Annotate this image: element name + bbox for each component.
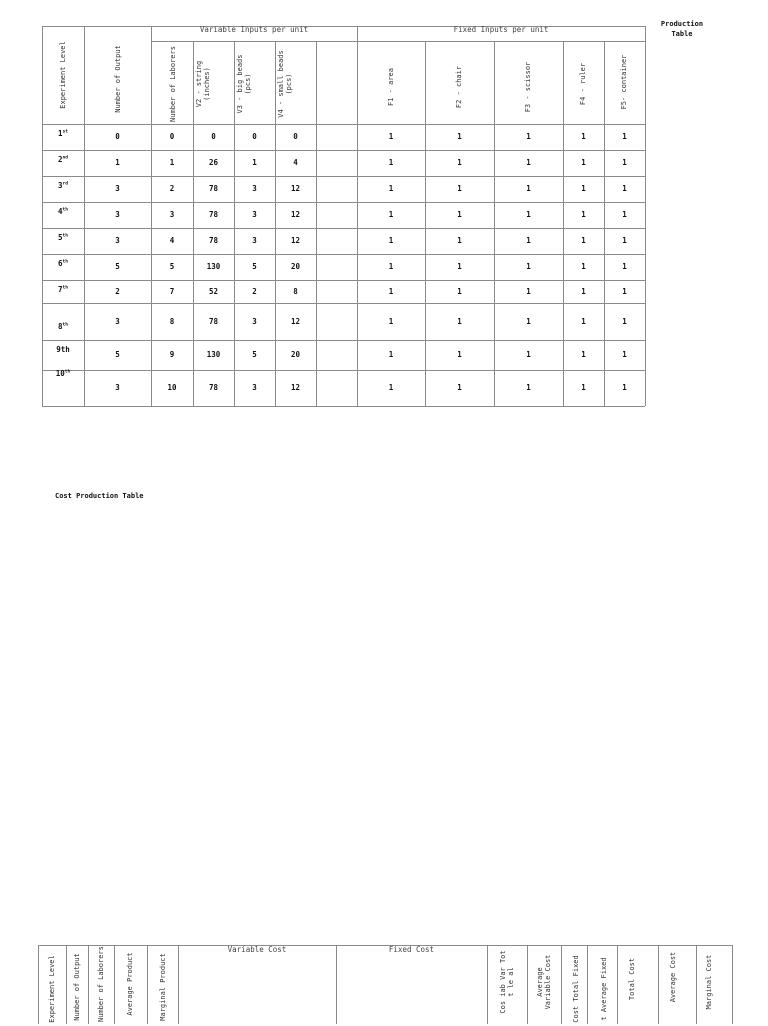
row-3-laborers: 2 [169, 184, 175, 193]
row-8-f3: 1 [526, 317, 531, 326]
row-4-f1: 1 [388, 210, 394, 219]
row-6-v2: 130 [206, 262, 221, 271]
row-1-f1: 1 [388, 132, 394, 141]
cost-col-experiment-level: Experiment Level [48, 955, 56, 1023]
row-2-f4: 1 [581, 158, 586, 167]
row-8-v4: 12 [290, 317, 301, 326]
row-5-v3: 3 [252, 236, 257, 245]
col-f3-scissor: F3 - scissor [524, 61, 532, 113]
row-5-v2: 78 [208, 236, 219, 245]
row-5-output: 3 [115, 236, 120, 245]
production-title-line1: Production [660, 20, 704, 28]
row-1-v2: 0 [211, 132, 216, 141]
col-f2-chair: F2 - chair [455, 65, 463, 109]
cost-variable-cost-header: Variable Cost [227, 945, 287, 954]
row-5-v4: 12 [290, 236, 301, 245]
cost-col-total-fixed-cost: Cost Total Fixed [572, 955, 580, 1023]
fixed-inputs-header: Fixed Inputs per unit [453, 25, 549, 34]
row-3-v2: 78 [208, 184, 219, 193]
row-10-f1: 1 [388, 383, 394, 392]
row-2-v2: 26 [208, 158, 219, 167]
row-5-level-suffix: th [62, 233, 68, 239]
row-1-v4: 0 [293, 132, 298, 141]
row-3-v3: 3 [252, 184, 257, 193]
row-6-f4: 1 [581, 262, 586, 271]
row-7-v3: 2 [252, 287, 257, 296]
row-8-f4: 1 [581, 317, 586, 326]
row-1-level-value: 1 [58, 129, 63, 138]
row-5-f3: 1 [526, 236, 531, 245]
row-4-level-suffix: th [62, 207, 68, 213]
row-6-v3: 5 [252, 262, 257, 271]
cost-col-marginal-cost: Marginal Cost [705, 954, 713, 1010]
cost-col-number-laborers: Number of Laborers [97, 946, 105, 1022]
col-v3-big-beads: V3 - big beads (pcs) [236, 54, 252, 114]
row-8-f2: 1 [457, 317, 462, 326]
row-6-f1: 1 [388, 262, 394, 271]
row-10-experiment-level [42, 369, 84, 378]
row-6-laborers: 5 [169, 262, 175, 271]
row-3-experiment-level [42, 181, 84, 190]
row-2-level-value: 2 [58, 155, 63, 164]
row-5-level-value: 5 [58, 233, 63, 242]
row-8-laborers: 8 [169, 317, 175, 326]
cost-col-total-variable-cost: Cos iab Var Tot t le al [499, 950, 515, 1014]
row-7-experiment-level [42, 285, 84, 294]
cost-col-average-fixed-cost: t Average Fixed [600, 957, 608, 1021]
row-7-level-value: 7 [58, 285, 63, 294]
col-experiment-level: Experiment Level [59, 41, 67, 109]
row-10-f3: 1 [526, 383, 531, 392]
row-1-level-suffix: st [62, 129, 68, 135]
row-2-experiment-level [42, 155, 84, 164]
row-7-output: 2 [115, 287, 120, 296]
row-9-f4: 1 [581, 350, 586, 359]
row-9-v2: 130 [206, 350, 221, 359]
row-4-v3: 3 [252, 210, 257, 219]
row-8-level-value: 8 [58, 322, 63, 331]
row-3-f2: 1 [457, 184, 462, 193]
row-6-output: 5 [115, 262, 120, 271]
row-4-f4: 1 [581, 210, 586, 219]
row-1-experiment-level [42, 129, 84, 138]
col-number-output: Number of Output [114, 45, 122, 113]
row-10-f4: 1 [581, 383, 586, 392]
row-4-f2: 1 [457, 210, 462, 219]
row-2-laborers: 1 [169, 158, 175, 167]
row-9-laborers: 9 [169, 350, 175, 359]
row-2-v3: 1 [252, 158, 257, 167]
row-9-f5: 1 [622, 350, 627, 359]
row-8-f1: 1 [388, 317, 394, 326]
row-2-f1: 1 [388, 158, 394, 167]
row-8-v2: 78 [208, 317, 219, 326]
row-5-f1: 1 [388, 236, 394, 245]
row-10-level-suffix: th [64, 369, 71, 375]
row-1-v3: 0 [252, 132, 257, 141]
row-5-f4: 1 [581, 236, 586, 245]
row-8-v3: 3 [252, 317, 257, 326]
row-8-experiment-level [42, 322, 84, 331]
row-3-output: 3 [115, 184, 120, 193]
row-4-f5: 1 [622, 210, 627, 219]
row-2-level-suffix: nd [62, 155, 68, 161]
row-8-level-suffix: th [62, 322, 68, 328]
row-10-v2: 78 [208, 383, 219, 392]
row-8-f5: 1 [622, 317, 627, 326]
row-6-experiment-level [42, 259, 84, 268]
cost-col-average-variable-cost: Average Variable Cost [536, 954, 552, 1010]
row-9-level-value: 9th [56, 345, 70, 354]
row-4-f3: 1 [526, 210, 531, 219]
col-v4-small-beads: V4 - small beads (pcs) [277, 50, 293, 118]
row-10-v4: 12 [290, 383, 301, 392]
row-4-v4: 12 [290, 210, 301, 219]
row-9-experiment-level [42, 345, 84, 354]
cost-col-average-cost: Average Cost [669, 951, 677, 1003]
row-5-experiment-level [42, 233, 84, 242]
row-1-f3: 1 [526, 132, 531, 141]
row-6-v4: 20 [290, 262, 301, 271]
row-10-v3: 3 [252, 383, 257, 392]
row-4-laborers: 3 [169, 210, 175, 219]
row-3-level-value: 3 [58, 181, 63, 190]
row-9-f2: 1 [457, 350, 462, 359]
row-3-level-suffix: rd [62, 181, 68, 187]
cost-fixed-cost-header: Fixed Cost [388, 945, 435, 954]
row-3-f5: 1 [622, 184, 627, 193]
row-7-v2: 52 [208, 287, 219, 296]
cost-col-average-product: Average Product [126, 952, 134, 1016]
row-7-f2: 1 [457, 287, 462, 296]
row-7-f1: 1 [388, 287, 394, 296]
row-10-f2: 1 [457, 383, 462, 392]
row-9-v4: 20 [290, 350, 301, 359]
row-3-f3: 1 [526, 184, 531, 193]
row-5-laborers: 4 [169, 236, 175, 245]
row-1-f2: 1 [457, 132, 462, 141]
cost-col-marginal-product: Marginal Product [159, 953, 167, 1021]
row-2-f2: 1 [457, 158, 462, 167]
row-4-v2: 78 [208, 210, 219, 219]
row-7-f4: 1 [581, 287, 586, 296]
row-2-v4: 4 [293, 158, 298, 167]
row-3-f4: 1 [581, 184, 586, 193]
row-1-laborers: 0 [169, 132, 175, 141]
cost-col-total-cost: Total Cost [628, 957, 636, 1001]
row-8-output: 3 [115, 317, 120, 326]
col-f5-container: F5- container [620, 54, 628, 110]
col-f1-area: F1 - area [387, 68, 395, 106]
variable-inputs-header: Variable Inputs per unit [199, 25, 309, 34]
row-9-output: 5 [115, 350, 120, 359]
row-6-f2: 1 [457, 262, 462, 271]
row-4-experiment-level [42, 207, 84, 216]
col-v2-string: V2 - string (inches) [195, 60, 211, 108]
row-4-level-value: 4 [58, 207, 63, 216]
row-5-f5: 1 [622, 236, 627, 245]
row-7-f5: 1 [622, 287, 627, 296]
row-10-level-value: 10 [55, 369, 65, 378]
row-5-f2: 1 [457, 236, 462, 245]
row-6-level-suffix: th [62, 259, 68, 265]
row-7-v4: 8 [293, 287, 298, 296]
row-6-f3: 1 [526, 262, 531, 271]
row-2-f3: 1 [526, 158, 531, 167]
row-2-output: 1 [115, 158, 120, 167]
row-7-f3: 1 [526, 287, 531, 296]
row-1-f4: 1 [581, 132, 586, 141]
row-3-f1: 1 [388, 184, 394, 193]
row-9-f1: 1 [388, 350, 394, 359]
row-10-f5: 1 [622, 383, 627, 392]
row-3-v4: 12 [290, 184, 301, 193]
cost-table-title: Cost Production Table [55, 492, 144, 500]
row-4-output: 3 [115, 210, 120, 219]
row-7-laborers: 7 [169, 287, 175, 296]
col-f4-ruler: F4 - ruler [579, 62, 587, 106]
row-9-v3: 5 [252, 350, 257, 359]
row-1-output: 0 [115, 132, 120, 141]
production-title-line2: Table [671, 30, 693, 38]
row-9-f3: 1 [526, 350, 531, 359]
row-7-level-suffix: th [62, 285, 68, 291]
row-10-output: 3 [115, 383, 120, 392]
row-1-f5: 1 [622, 132, 627, 141]
row-10-laborers: 10 [167, 383, 177, 392]
row-2-f5: 1 [622, 158, 627, 167]
col-number-laborers: Number of Laborers [169, 46, 177, 122]
row-6-level-value: 6 [58, 259, 63, 268]
cost-col-number-output: Number of Output [73, 953, 81, 1021]
production-table-title [652, 19, 712, 39]
row-6-f5: 1 [622, 262, 627, 271]
